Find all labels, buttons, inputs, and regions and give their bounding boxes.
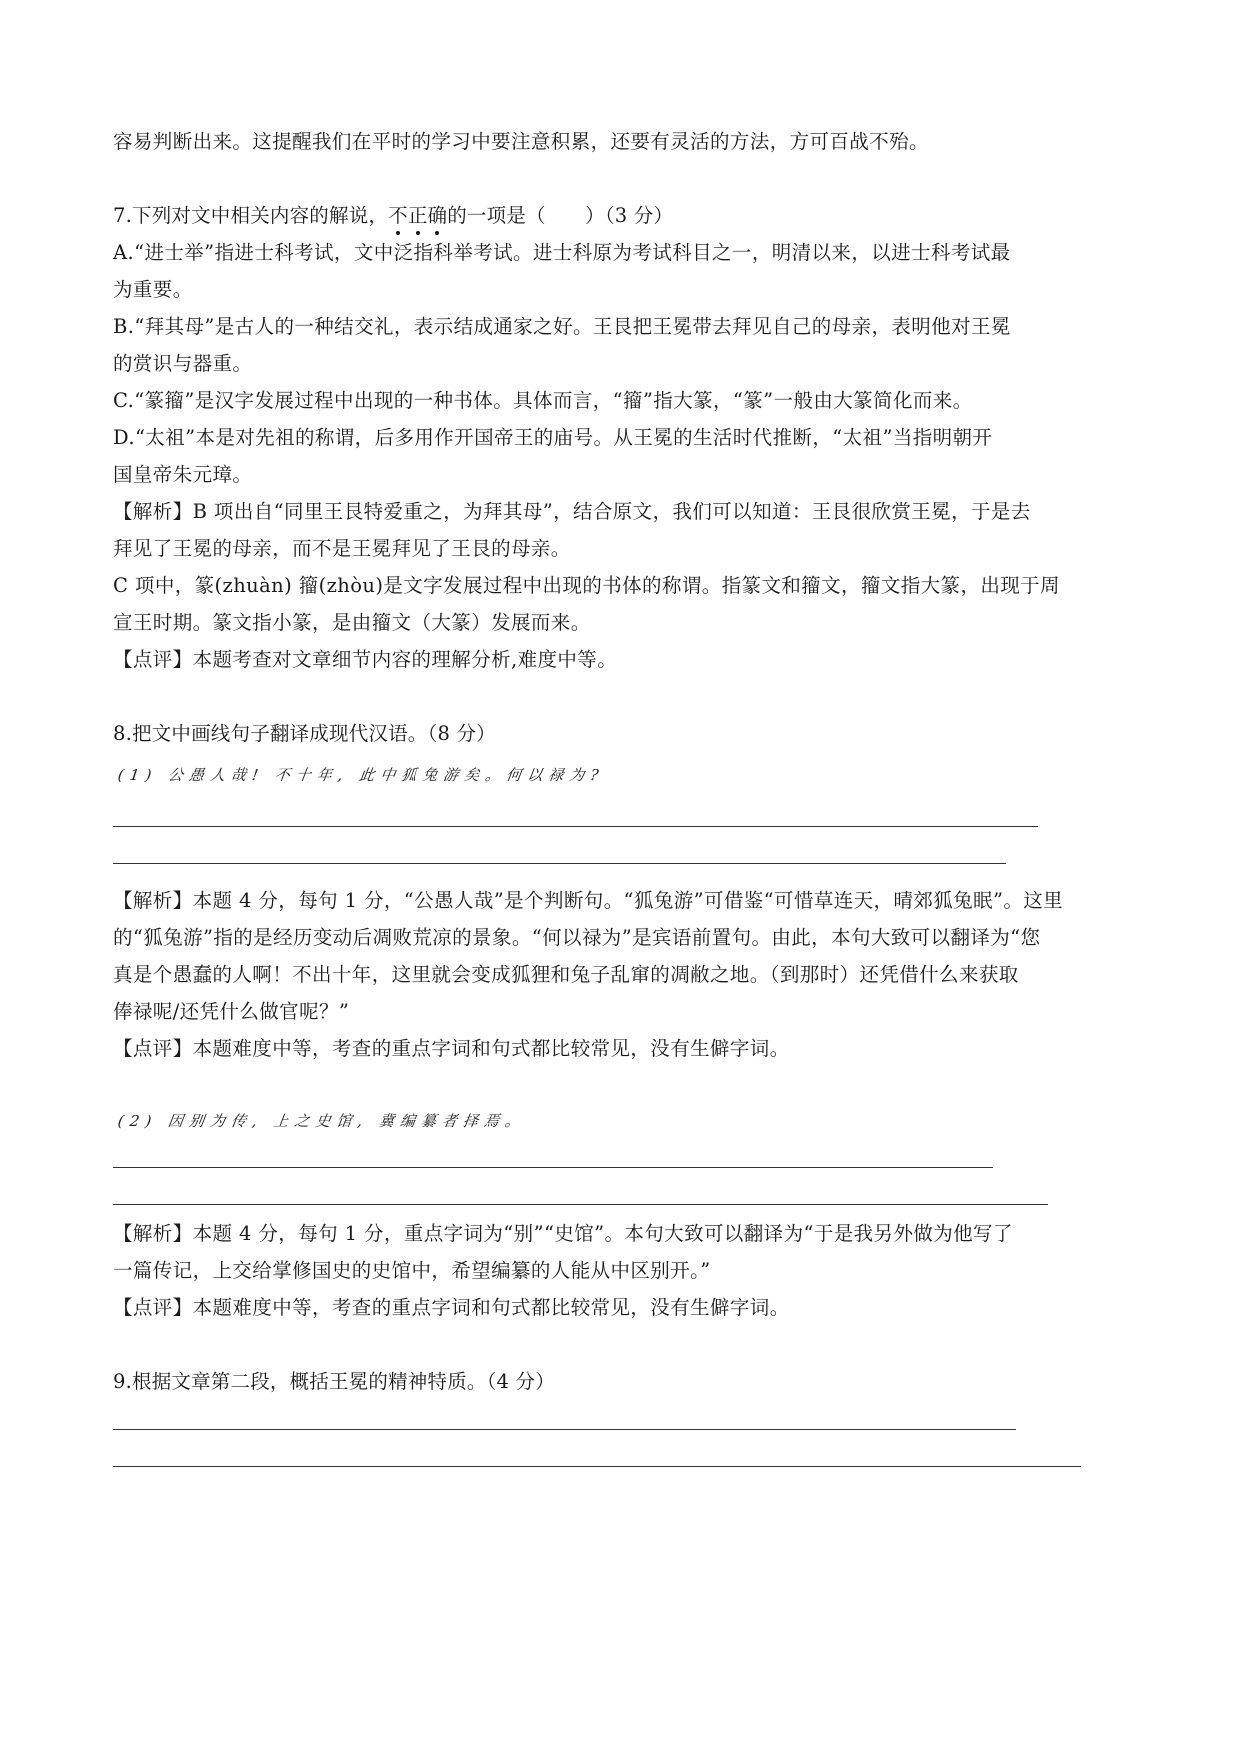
q7-title-emphasis-3: 确: [428, 202, 448, 230]
q8-handwritten-sentence-2: (2) 因别为传, 上之史馆, 冀编纂者择焉。: [116, 1112, 528, 1130]
q8-analysis1-line2: 的“狐兔游”指的是经历变动后凋败荒凉的景象。“何以禄为”是宾语前置句。由此，本句大致可以翻译为“您: [113, 926, 1041, 949]
q7-option-b-line2: 的赏识与器重。: [113, 352, 253, 375]
q7-option-d-line2: 国皇帝朱元璋。: [113, 463, 253, 486]
q8-title: 8.把文中画线句子翻译成现代汉语。（8 分）: [113, 722, 496, 745]
q9-title: 9.根据文章第二段，概括王冕的精神特质。（4 分）: [113, 1370, 555, 1393]
q7-title: [113, 202, 1240, 230]
q7-title-emphasis-1: 不: [388, 202, 408, 230]
q7-title-emphasis-2: 正: [408, 202, 428, 230]
q7-option-b-line1: B.“拜其母”是古人的一种结交礼，表示结成通家之好。王艮把王冕带去拜见自己的母亲，表明他对王冕: [113, 315, 1011, 338]
q8-answer-line-2a[interactable]: [113, 1167, 993, 1168]
q8-analysis2-line1: 【解析】本题 4 分，每句 1 分，重点字词为“别”“史馆”。本句大致可以翻译为“于是我另外做为他写了: [113, 1222, 1013, 1245]
q9-answer-line-2[interactable]: [113, 1466, 1081, 1467]
q7-analysis-line4: 宣王时期。篆文指小篆，是由籀文（大篆）发展而来。: [113, 611, 591, 634]
q8-handwritten-sentence-1: (1) 公愚人哉! 不十年, 此中狐兔游矣。何以禄为?: [116, 766, 606, 784]
q8-answer-line-1b[interactable]: [113, 863, 1006, 864]
q7-analysis-line3: C 项中，篆(zhuàn) 籀(zhòu)是文字发展过程中出现的书体的称谓。指篆文和籀文，籀文指大篆，出现于周: [113, 574, 1060, 597]
q7-analysis-line2: 拜见了王冕的母亲，而不是王冕拜见了王艮的母亲。: [113, 537, 571, 560]
q7-analysis-line1: 【解析】B 项出自“同里王艮特爱重之，为拜其母”，结合原文，我们可以知道：王艮很欣赏王冕，于是去: [113, 500, 1031, 523]
q7-option-c-line1: C.“篆籀”是汉字发展过程中出现的一种书体。具体而言，“籀”指大篆，“篆”一般由大篆简化而来。: [113, 389, 973, 412]
q8-comment1: 【点评】本题难度中等，考查的重点字词和句式都比较常见，没有生僻字词。: [113, 1037, 790, 1060]
q8-comment2: 【点评】本题难度中等，考查的重点字词和句式都比较常见，没有生僻字词。: [113, 1296, 790, 1319]
q7-option-a-line2: 为重要。: [113, 278, 193, 301]
q8-analysis1-line3: 真是个愚蠢的人啊！不出十年，这里就会变成狐狸和兔子乱窜的凋敝之地。（到那时）还凭借什么来获取: [113, 963, 1019, 986]
q8-analysis1-line4: 俸禄呢/还凭什么做官呢？”: [113, 1000, 350, 1023]
intro-tail-text: 容易判断出来。这提醒我们在平时的学习中要注意积累，还要有灵活的方法，方可百战不殆。: [113, 130, 929, 153]
q7-option-a-line1: A.“进士举”指进士科考试，文中泛指科举考试。进士科原为考试科目之一，明清以来，以进士科考试最: [113, 241, 1011, 264]
q7-option-d-line1: D.“太祖”本是对先祖的称谓，后多用作开国帝王的庙号。从王冕的生活时代推断，“太祖”当指明朝开: [113, 426, 993, 449]
q9-answer-line-1[interactable]: [113, 1429, 1016, 1430]
q7-comment: 【点评】本题考查对文章细节内容的理解分析,难度中等。: [113, 648, 618, 671]
q7-title-pre: 7.下列对文中相关内容的解说，: [113, 204, 389, 227]
q7-title-post: 的一项是（ ）（3 分）: [447, 204, 674, 227]
q8-analysis1-line1: 【解析】本题 4 分，每句 1 分，“公愚人哉”是个判断句。“狐兔游”可借鉴“可惜草连天，晴郊狐兔眠”。这里: [113, 889, 1064, 912]
q8-analysis2-line2: 一篇传记，上交给掌修国史的史馆中，希望编纂的人能从中区别开。”: [113, 1259, 711, 1282]
q8-answer-line-1a[interactable]: [113, 826, 1038, 827]
q8-answer-line-2b[interactable]: [113, 1204, 1048, 1205]
